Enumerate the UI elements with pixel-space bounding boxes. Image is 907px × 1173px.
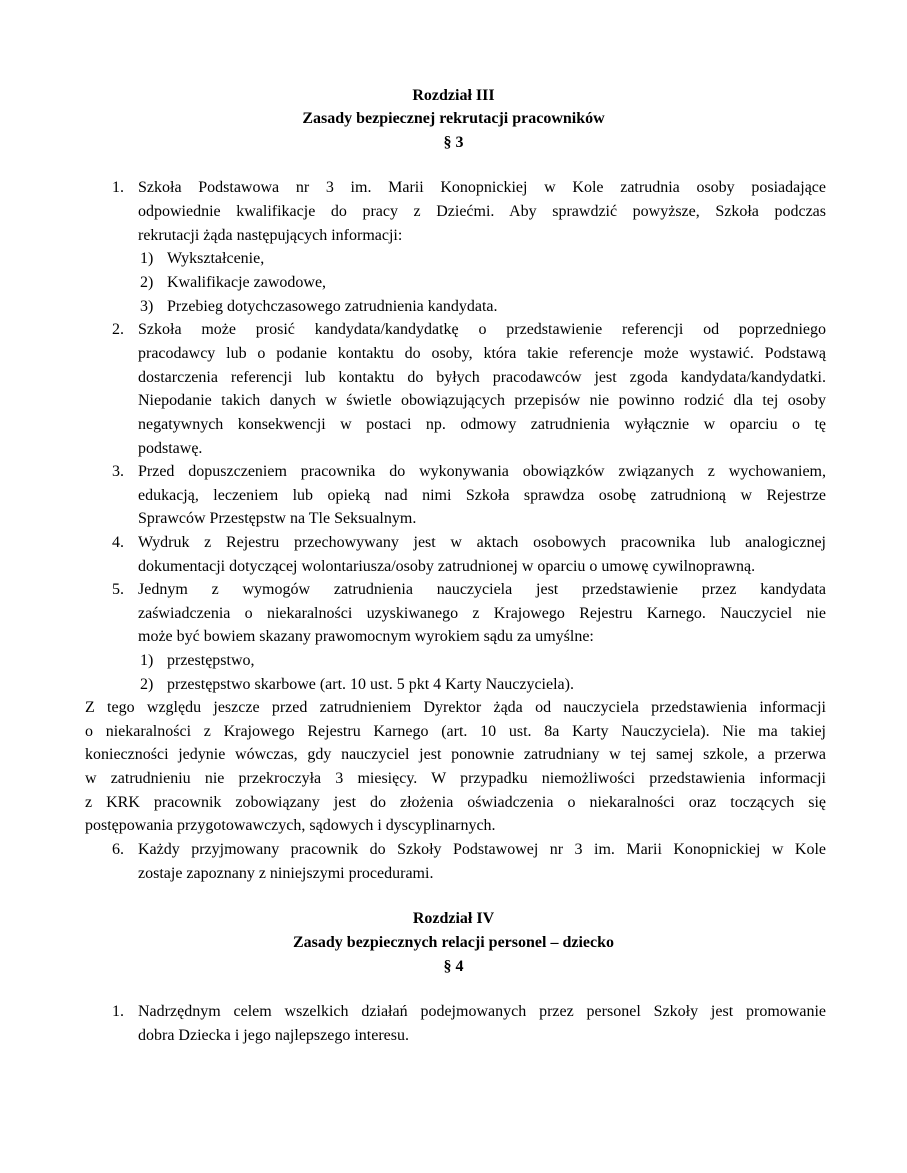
text-line: Niepodanie takich danych w świetle obowiązujących przepisów nie powinno rodzić dla tej osoby xyxy=(138,392,826,409)
sublist-number: 1) xyxy=(140,652,154,669)
list-number: 5. xyxy=(112,581,124,598)
paragraph-mark: § 4 xyxy=(443,958,464,975)
chapter-heading: Rozdział III xyxy=(412,87,495,104)
text-line: Szkoła Podstawowa nr 3 im. Marii Konopnickiej w Kole zatrudnia osoby posiadające xyxy=(138,179,826,196)
text-line: Z tego względu jeszcze przed zatrudnieniem Dyrektor żąda od nauczyciela przedstawienia informacji xyxy=(85,699,826,716)
chapter-title: Zasady bezpiecznych relacji personel – dziecko xyxy=(293,934,614,951)
sublist-text: przestępstwo, xyxy=(167,652,255,669)
list-number: 1. xyxy=(112,1003,124,1020)
chapter-heading: Rozdział IV xyxy=(412,910,495,927)
text-line: Wydruk z Rejestru przechowywany jest w aktach osobowych pracownika lub analogicznej xyxy=(138,534,826,551)
text-line: Nadrzędnym celem wszelkich działań podejmowanych przez personel Szkoły jest promowanie xyxy=(138,1003,826,1020)
list-number: 4. xyxy=(112,534,124,551)
text-line: Każdy przyjmowany pracownik do Szkoły Podstawowej nr 3 im. Marii Konopnickiej w Kole xyxy=(138,841,826,858)
text-line: Sprawców Przestępstw na Tle Seksualnym. xyxy=(138,510,417,527)
text-line: postępowania przygotowawczych, sądowych i dyscyplinarnych. xyxy=(85,817,496,834)
paragraph-mark: § 3 xyxy=(443,134,464,151)
text-line: w zatrudnieniu nie przekroczyła 3 miesięcy. W przypadku niemożliwości przedstawienia informacji xyxy=(85,770,826,787)
text-line: rekrutacji żąda następujących informacji: xyxy=(138,227,403,244)
text-line: Przed dopuszczeniem pracownika do wykonywania obowiązków związanych z wychowaniem, xyxy=(138,463,826,480)
text-line: odpowiednie kwalifikacje do pracy z Dziećmi. Aby sprawdzić powyższe, Szkoła podczas xyxy=(138,203,826,220)
sublist-text: przestępstwo skarbowe (art. 10 ust. 5 pkt 4 Karty Nauczyciela). xyxy=(167,676,574,693)
text-line: może być bowiem skazany prawomocnym wyrokiem sądu za umyślne: xyxy=(138,628,594,645)
text-line: z KRK pracownik zobowiązany jest do złożenia oświadczenia o niekaralności oraz toczących się xyxy=(85,794,826,811)
chapter-title: Zasady bezpiecznej rekrutacji pracowników xyxy=(302,110,605,127)
list-number: 1. xyxy=(112,179,124,196)
sublist-number: 2) xyxy=(140,676,154,693)
sublist-number: 2) xyxy=(140,274,154,291)
sublist-number: 3) xyxy=(140,298,154,315)
text-line: negatywnych konsekwencji w postaci np. odmowy zatrudnienia wyłącznie w oparciu o tę xyxy=(138,416,826,433)
text-line: zostaje zapoznany z niniejszymi procedurami. xyxy=(138,865,434,882)
list-number: 6. xyxy=(112,841,124,858)
text-line: dostarczenia referencji lub kontaktu do byłych pracodawców jest zgoda kandydata/kandydatki. xyxy=(138,369,826,386)
text-line: Szkoła może prosić kandydata/kandydatkę o przedstawienie referencji od poprzedniego xyxy=(138,321,826,338)
sublist-text: Kwalifikacje zawodowe, xyxy=(167,274,327,291)
sublist-number: 1) xyxy=(140,250,154,267)
text-line: edukacją, leczeniem lub opieką nad nimi Szkoła sprawdza osobę zatrudnioną w Rejestrze xyxy=(138,487,826,504)
text-line: dobra Dziecka i jego najlepszego interesu. xyxy=(138,1027,409,1044)
text-line: zaświadczenia o niekaralności uzyskiwanego z Krajowego Rejestru Karnego. Nauczyciel nie xyxy=(138,605,826,622)
text-line: dokumentacji dotyczącej wolontariusza/osoby zatrudnionej w oparciu o umowę cywilnoprawną. xyxy=(138,558,756,575)
sublist-text: Wykształcenie, xyxy=(167,250,265,267)
list-number: 2. xyxy=(112,321,124,338)
text-line: o niekaralności z Krajowego Rejestru Karnego (art. 10 ust. 8a Karty Nauczyciela). Nie ma takiej xyxy=(85,723,826,740)
text-line: konieczności jedynie wówczas, gdy nauczyciel jest ponownie zatrudniany w tej samej szkole, a przerwa xyxy=(85,746,826,763)
list-number: 3. xyxy=(112,463,124,480)
text-line: pracodawcy lub o podanie kontaktu do osoby, która takie referencje może wystawić. Podstawą xyxy=(138,345,826,362)
sublist-text: Przebieg dotychczasowego zatrudnienia kandydata. xyxy=(167,298,498,315)
text-line: podstawę. xyxy=(138,440,203,457)
text-line: Jednym z wymogów zatrudnienia nauczyciela jest przedstawienie przez kandydata xyxy=(138,581,826,598)
